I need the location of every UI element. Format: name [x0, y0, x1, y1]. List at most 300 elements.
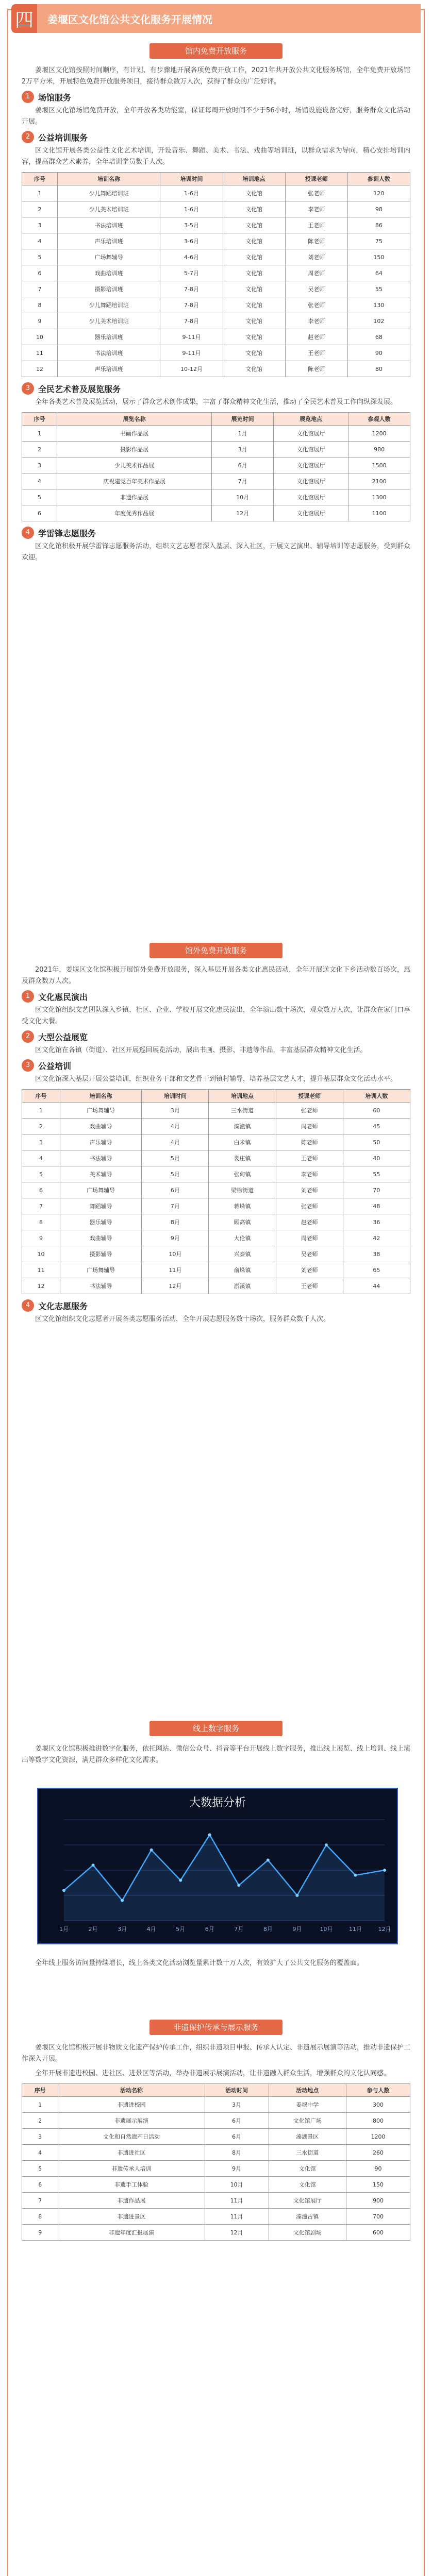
table-row — [22, 442, 410, 457]
table-cell: 2 — [22, 442, 57, 457]
intro-paragraph: 2021年，姜堰区文化馆积极开展馆外免费开放服务，深入基层开展各类文化惠民活动，全年开展送文化下乡活动数百场次，惠及群众数万人次。 — [22, 966, 410, 985]
table-cell: 44 — [343, 1278, 410, 1294]
table-cell: 38 — [343, 1246, 410, 1262]
digital-section — [22, 1743, 410, 1769]
item-heading — [22, 1059, 410, 1072]
item-title: 公益培训服务 — [38, 132, 88, 143]
table-header-cell: 培训时间 — [160, 173, 223, 185]
table-cell: 9 — [22, 2225, 58, 2241]
table-cell: 1月 — [212, 426, 274, 442]
table-cell: 2 — [22, 201, 58, 217]
item-text: 区文化馆积极开展学雷锋志愿服务活动，组织文艺志愿者深入基层、深入社区，开展文艺演出、辅导培训等志愿服务，受到群众欢迎。 — [22, 543, 411, 562]
table-cell: 非遗进景区 — [58, 2209, 205, 2225]
table-row — [22, 233, 410, 249]
table-cell: 1300 — [348, 489, 410, 505]
table-cell: 2 — [22, 1118, 60, 1134]
item-text: 区文化馆组织文化志愿者开展各类志愿服务活动，全年开展志愿服务数十场次，服务群众数千人次。 — [35, 1315, 330, 1323]
table-row — [22, 185, 410, 201]
section-number: 四 — [11, 4, 37, 33]
table-cell: 3-5月 — [160, 217, 223, 233]
table-header-cell: 参训人数 — [347, 173, 410, 185]
table-cell: 4 — [22, 233, 58, 249]
table-cell: 6月 — [142, 1182, 209, 1198]
heritage-text-2: 全年开展非遗进校园、进社区、进景区等活动，举办非遗展示展演活动，让非遗融入群众生活，增强群众的文化认同感。 — [35, 2070, 391, 2077]
item-title: 学雷锋志愿服务 — [38, 528, 96, 538]
table-cell: 广场舞辅导 — [57, 249, 160, 265]
item-number: 2 — [22, 131, 34, 143]
table-row — [22, 2209, 410, 2225]
table-cell: 庆祝建党百年美术作品展 — [57, 473, 212, 489]
table-cell: 8月 — [205, 2145, 269, 2161]
table-header-cell: 授课老师 — [285, 173, 347, 185]
table-cell: 150 — [347, 249, 410, 265]
x-tick-label: 11月 — [348, 1926, 362, 1933]
data-point — [295, 1894, 298, 1897]
table-cell: 文化馆 — [269, 2177, 346, 2193]
x-tick-label: 1月 — [59, 1926, 69, 1933]
data-point — [325, 1843, 328, 1846]
table-cell: 器乐辅导 — [60, 1214, 142, 1230]
data-point — [354, 1874, 357, 1877]
table-cell: 广场舞辅导 — [60, 1103, 142, 1118]
table-cell: 张老师 — [285, 297, 347, 313]
data-point — [121, 1899, 124, 1902]
item-number: 2 — [22, 1030, 34, 1043]
table-cell: 65 — [343, 1262, 410, 1278]
item-title: 公益培训 — [38, 1061, 72, 1071]
table-cell: 8 — [22, 2209, 58, 2225]
x-tick-label: 9月 — [292, 1926, 302, 1933]
table-cell: 3月 — [212, 442, 274, 457]
table-header-cell: 培训名称 — [57, 173, 160, 185]
table-header-cell: 序号 — [22, 173, 58, 185]
table-cell: 4 — [22, 473, 57, 489]
table-header-cell: 序号 — [22, 413, 57, 426]
table-cell: 7 — [22, 281, 58, 297]
table-row — [22, 1134, 410, 1150]
table-cell: 张老师 — [276, 1103, 343, 1118]
table-cell: 1200 — [348, 426, 410, 442]
table-cell: 1500 — [348, 457, 410, 473]
table-cell: 980 — [348, 442, 410, 457]
data-point — [92, 1863, 95, 1867]
outreach-training-table — [22, 1089, 410, 1294]
table-cell: 吴老师 — [276, 1246, 343, 1262]
chart-panel — [37, 1788, 398, 1944]
table-row — [22, 457, 410, 473]
item-text: 全年各类艺术普及展览活动，展示了群众艺术创作成果，丰富了群众精神文化生活，推动了全民艺术普及工作向纵深发展。 — [35, 398, 397, 406]
item-number: 3 — [22, 382, 34, 395]
table-cell: 大伦镇 — [209, 1230, 276, 1246]
table-cell: 260 — [346, 2145, 410, 2161]
table-cell: 文化馆 — [223, 217, 285, 233]
item-title: 文化惠民演出 — [38, 992, 88, 1002]
table-cell: 文化馆广场 — [269, 2113, 346, 2129]
item-number: 3 — [22, 1059, 34, 1072]
table-cell: 俞垛镇 — [209, 1262, 276, 1278]
table-cell: 三水街道 — [269, 2145, 346, 2161]
table-cell: 7-8月 — [160, 313, 223, 329]
table-cell: 9月 — [205, 2161, 269, 2177]
table-cell: 文化馆剧场 — [269, 2225, 346, 2241]
table-cell: 非遗进校园 — [58, 2097, 205, 2113]
table-cell: 98 — [347, 201, 410, 217]
table-cell: 80 — [347, 361, 410, 377]
table-row — [22, 2161, 410, 2177]
item-title: 文化志愿服务 — [38, 1301, 88, 1311]
table-cell: 900 — [346, 2193, 410, 2209]
table-row — [22, 1118, 410, 1134]
table-cell: 700 — [346, 2209, 410, 2225]
x-tick-label: 7月 — [234, 1926, 244, 1933]
intro-paragraph: 姜堰区文化馆按照时间顺序，有计划、有步骤地开展各项免费开放工作，2021年共开放公共文化服务场馆，全年免费开放场馆2万平方米，开展特色免费开放服务项目，接待群众数万人次，获得了群众的广泛好评。 — [22, 66, 410, 86]
table-cell: 9 — [22, 313, 58, 329]
table-cell: 75 — [347, 233, 410, 249]
band-digital: 线上数字服务 — [149, 1721, 283, 1736]
table-cell: 6月 — [205, 2129, 269, 2145]
item-text: 区文化馆在各镇（街道）、社区开展巡回展览活动，展出书画、摄影、非遗等作品，丰富基层群众精神文化生活。 — [35, 1046, 367, 1054]
table-cell: 声乐培训班 — [57, 233, 160, 249]
table-cell: 11月 — [205, 2193, 269, 2209]
table-row — [22, 1230, 410, 1246]
table-cell: 非遗作品展 — [57, 489, 212, 505]
table-row — [22, 2129, 410, 2145]
table-cell: 3 — [22, 1134, 60, 1150]
table-cell: 1200 — [346, 2129, 410, 2145]
table-cell: 戏曲培训班 — [57, 265, 160, 281]
table-cell: 1 — [22, 2097, 58, 2113]
table-header-cell: 培训时间 — [142, 1090, 209, 1103]
table-cell: 3 — [22, 217, 58, 233]
table-header-cell: 活动时间 — [205, 2084, 269, 2097]
table-cell: 摄影培训班 — [57, 281, 160, 297]
table-cell: 周老师 — [276, 1230, 343, 1246]
table-cell: 42 — [343, 1230, 410, 1246]
item-heading — [22, 131, 410, 143]
table-header-cell: 序号 — [22, 2084, 58, 2097]
table-cell: 文化馆 — [223, 361, 285, 377]
table-cell: 6 — [22, 265, 58, 281]
table-cell: 64 — [347, 265, 410, 281]
table-cell: 5-7月 — [160, 265, 223, 281]
table-cell: 2 — [22, 2113, 58, 2129]
table-cell: 张老师 — [276, 1198, 343, 1214]
table-cell: 赵老师 — [276, 1214, 343, 1230]
table-cell: 文化馆 — [223, 329, 285, 345]
heritage-table — [22, 2083, 410, 2241]
table-cell: 溱潼古镇 — [269, 2209, 346, 2225]
table-cell: 600 — [346, 2225, 410, 2241]
item-heading — [22, 527, 410, 539]
table-cell: 3 — [22, 2129, 58, 2145]
item-text: 区文化馆组织文艺团队深入乡镇、社区、企业、学校开展文化惠民演出，全年演出数十场次，观众数万人次，让群众在家门口享受文化大餐。 — [22, 1006, 411, 1025]
x-tick-label: 12月 — [378, 1926, 391, 1933]
table-header-cell: 参观人数 — [348, 413, 410, 426]
table-cell: 40 — [343, 1150, 410, 1166]
table-cell: 舞蹈辅导 — [60, 1198, 142, 1214]
table-cell: 12 — [22, 361, 58, 377]
table-header-cell: 参与人数 — [346, 2084, 410, 2097]
table-cell: 李老师 — [285, 313, 347, 329]
table-cell: 梁徐街道 — [209, 1182, 276, 1198]
table-cell: 刘老师 — [276, 1262, 343, 1278]
table-cell: 顾高镇 — [209, 1214, 276, 1230]
exhibition-table — [22, 412, 410, 521]
x-tick-label: 2月 — [88, 1926, 98, 1933]
table-cell: 4月 — [142, 1118, 209, 1134]
table-cell: 4月 — [142, 1134, 209, 1150]
table-cell: 非遗作品展 — [58, 2193, 205, 2209]
table-row — [22, 2097, 410, 2113]
heritage-text: 姜堰区文化馆积极开展非物质文化遗产保护传承工作，组织非遗项目申报、传承人认定、非遗展示展演等活动，推动非遗保护工作深入开展。 — [22, 2044, 411, 2063]
training-table — [22, 172, 410, 377]
table-cell: 5 — [22, 489, 57, 505]
table-cell: 55 — [347, 281, 410, 297]
table-cell: 10月 — [142, 1246, 209, 1262]
table-row — [22, 329, 410, 345]
table-cell: 1 — [22, 426, 57, 442]
table-header-cell: 展览名称 — [57, 413, 212, 426]
table-cell: 非遗展示展演 — [58, 2113, 205, 2129]
table-row — [22, 1278, 410, 1294]
item-number: 4 — [22, 527, 34, 539]
table-cell: 文化馆展厅 — [273, 505, 348, 521]
table-cell: 11月 — [205, 2209, 269, 2225]
table-cell: 白米镇 — [209, 1134, 276, 1150]
table-cell: 9月 — [142, 1230, 209, 1246]
table-cell: 5 — [22, 2161, 58, 2177]
table-cell: 4-6月 — [160, 249, 223, 265]
table-cell: 戏曲辅导 — [60, 1230, 142, 1246]
table-row — [22, 217, 410, 233]
table-cell: 广场舞辅导 — [60, 1182, 142, 1198]
table-cell: 淤溪镇 — [209, 1278, 276, 1294]
table-cell: 12月 — [212, 505, 274, 521]
table-cell: 蒋垛镇 — [209, 1198, 276, 1214]
table-cell: 姜堰中学 — [269, 2097, 346, 2113]
x-tick-label: 8月 — [263, 1926, 273, 1933]
table-cell: 5月 — [142, 1166, 209, 1182]
table-cell: 5 — [22, 1166, 60, 1182]
table-header-row — [22, 173, 410, 185]
table-cell: 书法培训班 — [57, 345, 160, 361]
table-cell: 10月 — [212, 489, 274, 505]
table-cell: 10 — [22, 1246, 60, 1262]
table-cell: 12月 — [142, 1278, 209, 1294]
table-cell: 8 — [22, 1214, 60, 1230]
table-row — [22, 2113, 410, 2129]
indoor-section — [22, 65, 410, 567]
table-cell: 文化馆展厅 — [273, 426, 348, 442]
item-text: 区文化馆深入基层开展公益培训，组织业务干部和文艺骨干到镇村辅导，培养基层文艺人才，提升基层群众文化活动水平。 — [35, 1075, 397, 1083]
table-cell: 摄影辅导 — [60, 1246, 142, 1262]
table-cell: 摄影作品展 — [57, 442, 212, 457]
table-cell: 70 — [343, 1182, 410, 1198]
table-cell: 张甸镇 — [209, 1166, 276, 1182]
data-point — [237, 1884, 240, 1887]
table-cell: 6 — [22, 2177, 58, 2193]
table-row — [22, 1166, 410, 1182]
table-cell: 7 — [22, 2193, 58, 2209]
table-cell: 1 — [22, 1103, 60, 1118]
table-cell: 6 — [22, 1182, 60, 1198]
table-cell: 1 — [22, 185, 58, 201]
table-cell: 刘老师 — [285, 249, 347, 265]
digital-section-2 — [22, 1958, 410, 1972]
table-row — [22, 281, 410, 297]
series-area — [64, 1835, 385, 1921]
table-cell: 文化馆 — [223, 249, 285, 265]
table-cell: 吴老师 — [285, 281, 347, 297]
table-cell: 文化馆展厅 — [273, 489, 348, 505]
table-cell: 68 — [347, 329, 410, 345]
table-cell: 文化馆展厅 — [273, 442, 348, 457]
table-header-cell: 培训人数 — [343, 1090, 410, 1103]
data-point — [383, 1869, 386, 1872]
table-cell: 王老师 — [285, 217, 347, 233]
table-cell: 1-6月 — [160, 185, 223, 201]
x-tick-label: 6月 — [205, 1926, 214, 1933]
line-chart — [38, 1789, 395, 1941]
table-row — [22, 1182, 410, 1198]
table-header-row — [22, 1090, 410, 1103]
table-cell: 溱湖景区 — [269, 2129, 346, 2145]
table-cell: 5月 — [142, 1150, 209, 1166]
table-cell: 张老师 — [285, 185, 347, 201]
table-cell: 10 — [22, 329, 58, 345]
table-cell: 3 — [22, 457, 57, 473]
table-cell: 3月 — [205, 2097, 269, 2113]
table-cell: 娄庄镇 — [209, 1150, 276, 1166]
table-cell: 李老师 — [276, 1166, 343, 1182]
table-cell: 非遗年度汇报展演 — [58, 2225, 205, 2241]
table-cell: 130 — [347, 297, 410, 313]
item-heading — [22, 1299, 410, 1312]
table-cell: 8月 — [142, 1214, 209, 1230]
table-cell: 声乐辅导 — [60, 1134, 142, 1150]
table-cell: 9-11月 — [160, 345, 223, 361]
table-cell: 溱潼镇 — [209, 1118, 276, 1134]
table-cell: 刘老师 — [276, 1182, 343, 1198]
table-cell: 少儿美术培训班 — [57, 313, 160, 329]
table-cell: 7月 — [212, 473, 274, 489]
table-header-cell: 活动名称 — [58, 2084, 205, 2097]
data-point — [150, 1849, 153, 1852]
table-cell: 兴泰镇 — [209, 1246, 276, 1262]
table-cell: 5 — [22, 249, 58, 265]
table-cell: 10-12月 — [160, 361, 223, 377]
table-header-cell: 展览时间 — [212, 413, 274, 426]
table-row — [22, 1214, 410, 1230]
table-row — [22, 1246, 410, 1262]
table-header-cell: 授课老师 — [276, 1090, 343, 1103]
x-tick-label: 10月 — [320, 1926, 333, 1933]
table-cell: 美术辅导 — [60, 1166, 142, 1182]
x-tick-label: 3月 — [118, 1926, 127, 1933]
table-cell: 少儿舞蹈培训班 — [57, 185, 160, 201]
table-cell: 102 — [347, 313, 410, 329]
table-cell: 7-8月 — [160, 297, 223, 313]
table-row — [22, 2193, 410, 2209]
table-cell: 少儿美术作品展 — [57, 457, 212, 473]
table-header-cell: 培训名称 — [60, 1090, 142, 1103]
table-cell: 年度优秀作品展 — [57, 505, 212, 521]
digital-text-2: 全年线上服务访问量持续增长，线上各类文化活动浏览量累计数十万人次，有效扩大了公共文化服务的覆盖面。 — [35, 1959, 364, 1967]
data-point — [267, 1858, 270, 1861]
table-cell: 50 — [343, 1134, 410, 1150]
table-cell: 7-8月 — [160, 281, 223, 297]
table-cell: 12月 — [205, 2225, 269, 2241]
item-title: 场馆服务 — [38, 92, 72, 103]
table-cell: 60 — [343, 1103, 410, 1118]
item-heading — [22, 1030, 410, 1043]
item-number: 4 — [22, 1299, 34, 1312]
table-cell: 11 — [22, 345, 58, 361]
table-row — [22, 1198, 410, 1214]
section-header — [11, 4, 421, 33]
table-cell: 7 — [22, 1198, 60, 1214]
table-cell: 6 — [22, 505, 57, 521]
table-cell: 王老师 — [276, 1150, 343, 1166]
table-cell: 李老师 — [285, 201, 347, 217]
item-heading — [22, 382, 410, 395]
table-row — [22, 2177, 410, 2193]
table-row — [22, 345, 410, 361]
table-cell: 6月 — [205, 2113, 269, 2129]
table-cell: 55 — [343, 1166, 410, 1182]
table-cell: 90 — [347, 345, 410, 361]
table-row — [22, 2225, 410, 2241]
table-cell: 书法培训班 — [57, 217, 160, 233]
table-header-cell: 序号 — [22, 1090, 60, 1103]
table-cell: 王老师 — [285, 345, 347, 361]
item-text: 姜堰区文化馆场馆免费开放，全年开放各类功能室，保证每周开放时间不少于56小时，场馆设施设备完好，服务群众文化活动开展。 — [22, 107, 410, 126]
table-cell: 少儿舞蹈培训班 — [57, 297, 160, 313]
digital-text: 姜堰区文化馆积极推进数字化服务，依托网站、微信公众号、抖音等平台开展线上数字服务，推出线上展览、线上培训、线上演出等数字文化资源，满足群众多样化文化需求。 — [22, 1745, 411, 1764]
table-row — [22, 313, 410, 329]
section-title: 姜堰区文化馆公共文化服务开展情况 — [37, 4, 421, 33]
table-row — [22, 297, 410, 313]
table-cell: 45 — [343, 1118, 410, 1134]
table-cell: 非遗传承人培训 — [58, 2161, 205, 2177]
table-cell: 文化馆 — [223, 185, 285, 201]
table-cell: 陈老师 — [285, 361, 347, 377]
band-indoor: 馆内免费开放服务 — [149, 43, 283, 59]
table-cell: 陈老师 — [285, 233, 347, 249]
table-header-cell: 展览地点 — [273, 413, 348, 426]
table-cell: 文化馆 — [223, 281, 285, 297]
table-header-cell: 培训地点 — [223, 173, 285, 185]
table-header-row — [22, 2084, 410, 2097]
table-cell: 王老师 — [276, 1278, 343, 1294]
data-point — [208, 1833, 211, 1836]
table-row — [22, 473, 410, 489]
table-cell: 声乐培训班 — [57, 361, 160, 377]
table-row — [22, 2145, 410, 2161]
table-cell: 文化馆 — [223, 265, 285, 281]
table-header-cell: 培训地点 — [209, 1090, 276, 1103]
table-row — [22, 489, 410, 505]
table-cell: 周老师 — [276, 1118, 343, 1134]
item-heading — [22, 990, 410, 1003]
table-cell: 广场舞辅导 — [60, 1262, 142, 1278]
table-cell: 三水街道 — [209, 1103, 276, 1118]
table-cell: 36 — [343, 1214, 410, 1230]
table-cell: 文化馆 — [223, 201, 285, 217]
table-cell: 4 — [22, 2145, 58, 2161]
table-cell: 6月 — [212, 457, 274, 473]
outdoor-section — [22, 964, 410, 1328]
